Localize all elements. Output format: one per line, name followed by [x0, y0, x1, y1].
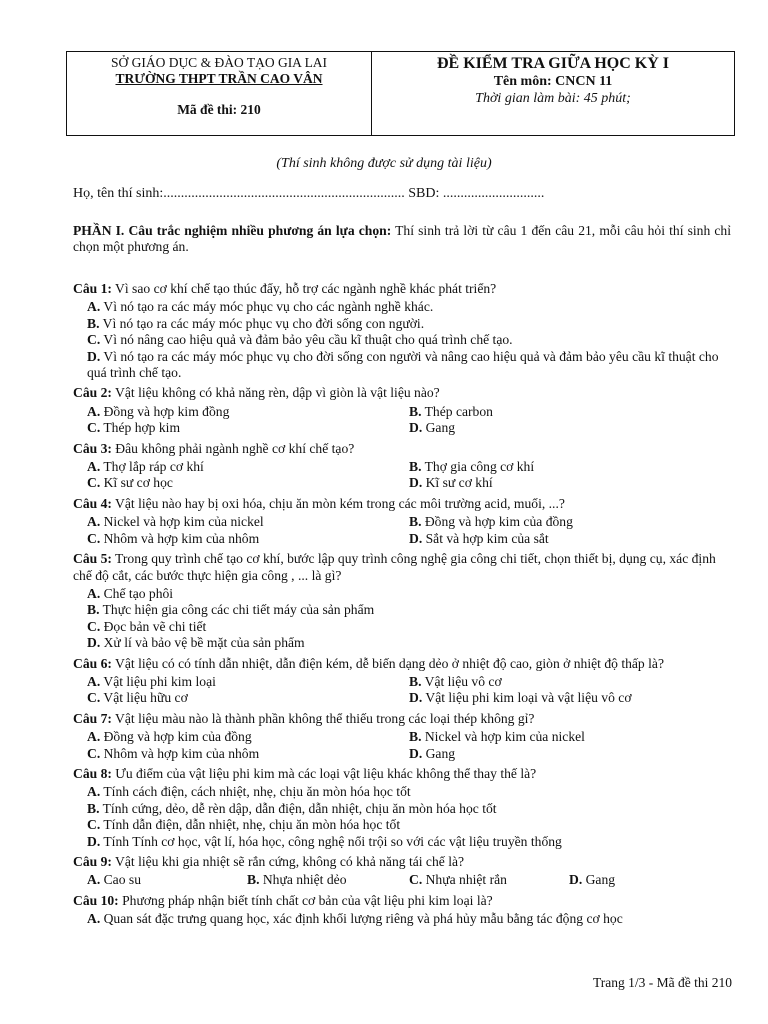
option-text: Nhựa nhiệt rắn [422, 872, 507, 888]
question-number: Câu 2: [73, 385, 112, 401]
exam-header-box [66, 51, 735, 136]
question-text [73, 441, 733, 457]
option-key: D. [409, 530, 423, 546]
question-prompt: Đâu không phải ngành nghề cơ khí chế tạo? [111, 440, 355, 456]
option-text: Đọc bản vẽ chi tiết [100, 618, 207, 634]
answer-options [73, 459, 733, 492]
option-key: B. [409, 514, 422, 530]
question-number: Câu 8: [73, 765, 112, 781]
option-text: Đồng và hợp kim đồng [100, 403, 230, 419]
question-number: Câu 6: [73, 655, 112, 671]
option-text: Nhựa nhiệt dẻo [259, 872, 347, 888]
option-key: B. [247, 872, 260, 888]
department-name: SỞ GIÁO DỤC & ĐÀO TẠO GIA LAI [110, 55, 328, 70]
option-d [569, 872, 689, 888]
option-text: Gang [422, 420, 456, 436]
question-list [73, 281, 733, 932]
option-c [409, 872, 569, 888]
option-key: C. [87, 618, 101, 634]
option-key: D. [409, 420, 423, 436]
question-1 [73, 281, 733, 385]
option-key: C. [87, 332, 101, 348]
option-a [87, 729, 409, 745]
option-text: Tính Tính cơ học, vật lí, hóa học, công nghệ nổi trội so với các vật liệu truyền thống [100, 833, 562, 849]
option-text: Đồng và hợp kim của đồng [421, 514, 573, 530]
option-key: A. [87, 729, 101, 745]
option-text: Đồng và hợp kim của đồng [100, 729, 252, 745]
question-number: Câu 4: [73, 495, 112, 511]
option-text: Xử lí và bảo vệ bề mặt của sản phẩm [100, 635, 305, 651]
question-number: Câu 1: [73, 281, 112, 296]
option-key: B. [409, 403, 422, 419]
option-text: Thép hợp kim [100, 420, 181, 436]
option-key: C. [87, 745, 101, 761]
option-b [247, 872, 409, 888]
question-text [73, 854, 733, 870]
option-text: Vật liệu hữu cơ [100, 690, 188, 706]
page-footer: Trang 1/3 - Mã đề thi 210 [593, 975, 732, 990]
option-key: D. [409, 475, 423, 491]
question-text [73, 893, 733, 909]
option-b [409, 729, 729, 745]
option-text: Tính dẫn điện, dẫn nhiệt, nhẹ, chịu ăn mòn hóa học tốt [100, 817, 401, 833]
option-key: C. [87, 817, 101, 833]
question-number: Câu 5: [73, 551, 112, 567]
option-key: A. [87, 459, 101, 475]
option-text: Nhôm và hợp kim của nhôm [100, 745, 260, 761]
option-a [73, 299, 733, 315]
question-number: Câu 7: [73, 710, 112, 726]
option-d [73, 349, 733, 382]
question-5 [73, 551, 733, 655]
answer-options [73, 784, 733, 850]
part1-title: PHẦN I. Câu trắc nghiệm nhiều phương án lựa chọn: [73, 223, 392, 238]
subject-name: Tên môn: CNCN 11 [493, 74, 613, 89]
option-a [87, 404, 409, 420]
question-prompt: Vật liệu có có tính dẫn nhiệt, dẫn điện kém, dễ biến dạng dẻo ở nhiệt độ cao, giòn ở nhiệt độ thấp là? [111, 655, 664, 671]
option-key: A. [87, 673, 101, 689]
option-c [73, 817, 733, 833]
option-d [73, 635, 733, 651]
option-text: Tính cách điện, cách nhiệt, nhẹ, chịu ăn mòn hóa học tốt [100, 784, 411, 800]
option-d [409, 531, 729, 547]
option-b [409, 404, 729, 420]
question-prompt: Phương pháp nhận biết tính chất cơ bản của vật liệu phi kim loại là? [118, 892, 493, 908]
option-text: Nickel và hợp kim của nickel [100, 514, 264, 530]
question-text [73, 656, 733, 672]
option-a [87, 514, 409, 530]
option-key: D. [87, 348, 101, 364]
option-key: C. [409, 872, 423, 888]
question-text [73, 711, 733, 727]
exam-duration: Thời gian làm bài: 45 phút; [475, 91, 631, 106]
option-b [409, 514, 729, 530]
option-d [409, 746, 729, 762]
option-d [409, 475, 729, 491]
option-text: Tính cứng, dẻo, dễ rèn dập, dẫn điện, dẫn nhiệt, chịu ăn mòn hóa học tốt [99, 800, 497, 816]
option-key: C. [87, 420, 101, 436]
option-key: C. [87, 475, 101, 491]
question-number: Câu 9: [73, 854, 112, 869]
exam-info [372, 52, 734, 135]
option-key: A. [87, 911, 101, 927]
option-key: D. [87, 635, 101, 651]
question-10 [73, 893, 733, 932]
option-key: A. [87, 299, 101, 315]
part1-instruction: Thí sinh trả lời từ câu 1 đến câu 21, mỗi câu hỏi thí sinh chỉ chọn một phương án. [73, 223, 731, 255]
option-key: B. [409, 673, 422, 689]
option-key: B. [87, 315, 100, 331]
exam-title: ĐỀ KIỂM TRA GIỮA HỌC KỲ I [436, 55, 670, 72]
question-7 [73, 711, 733, 766]
option-key: C. [87, 530, 101, 546]
no-materials-note: (Thí sinh không được sử dụng tài liệu) [276, 156, 492, 171]
option-key: B. [409, 729, 422, 745]
option-text: Chế tạo phôi [100, 585, 174, 601]
option-text: Cao su [100, 872, 141, 888]
question-prompt: Vật liệu màu nào là thành phần không thể thiếu trong các loại thép không gỉ? [111, 710, 535, 726]
option-key: B. [409, 459, 422, 475]
answer-options [73, 911, 733, 927]
question-prompt: Ưu điểm của vật liệu phi kim mà các loại vật liệu khác không thể thay thế là? [111, 765, 537, 781]
answer-options [73, 404, 733, 437]
option-text: Thép carbon [421, 403, 493, 419]
question-9 [73, 854, 733, 893]
option-b [73, 602, 733, 618]
option-text: Sắt và hợp kim của sắt [422, 530, 549, 546]
option-key: B. [87, 800, 100, 816]
option-a [73, 586, 733, 602]
option-c [87, 420, 409, 436]
question-prompt: Vật liệu nào hay bị oxi hóa, chịu ăn mòn kém trong các môi trường acid, muối, ...? [111, 495, 565, 511]
school-name: TRƯỜNG THPT TRẦN CAO VÂN [115, 71, 323, 86]
option-text: Nickel và hợp kim của nickel [421, 729, 585, 745]
option-key: A. [87, 403, 101, 419]
option-text: Vật liệu phi kim loại và vật liệu vô cơ [422, 690, 632, 706]
answer-options [73, 586, 733, 652]
option-text: Kĩ sư cơ học [100, 475, 173, 491]
option-c [87, 531, 409, 547]
option-text: Thợ gia công cơ khí [421, 459, 535, 475]
option-b [409, 674, 729, 690]
option-key: B. [87, 602, 100, 618]
option-c [73, 619, 733, 635]
option-text: Thực hiện gia công các chi tiết máy của sản phẩm [99, 602, 375, 618]
question-prompt: Trong quy trình chế tạo cơ khí, bước lập quy trình công nghệ gia công chi tiết, chọn thiết bị, dụng cụ, xác định chế độ cắt, các bước thực hiện gia công , ... là gì? [73, 551, 716, 583]
question-text [73, 281, 733, 297]
question-text [73, 551, 733, 584]
exam-code: Mã đề thi: 210 [177, 102, 261, 117]
option-b [73, 316, 733, 332]
option-text: Vì nó tạo ra các máy móc phục vụ cho đời sống con người và nâng cao hiệu quả và đảm bảo yêu cầu kĩ thuật cho quá trình chế tạo. [87, 348, 719, 381]
option-d [73, 834, 733, 850]
answer-options [73, 514, 733, 547]
option-b [73, 801, 733, 817]
school-info [67, 52, 372, 135]
option-text: Vì nó tạo ra các máy móc phục vụ cho đời sống con người. [99, 315, 425, 331]
option-a [87, 674, 409, 690]
question-6 [73, 656, 733, 711]
answer-options [73, 299, 733, 381]
option-a [87, 872, 247, 888]
question-text [73, 496, 733, 512]
option-key: C. [87, 690, 101, 706]
option-key: D. [569, 872, 583, 888]
question-text [73, 766, 733, 782]
option-key: A. [87, 784, 101, 800]
option-c [73, 332, 733, 348]
option-a [73, 911, 733, 927]
question-prompt: Vì sao cơ khí chế tạo thúc đẩy, hỗ trợ các ngành nghề khác phát triển? [111, 281, 497, 296]
question-prompt: Vật liệu không có khả năng rèn, dập vì giòn là vật liệu nào? [111, 385, 440, 401]
question-4 [73, 496, 733, 551]
question-3 [73, 441, 733, 496]
option-a [87, 459, 409, 475]
option-text: Kĩ sư cơ khí [422, 475, 493, 491]
part1-heading [73, 223, 731, 256]
option-c [87, 475, 409, 491]
option-key: D. [87, 833, 101, 849]
option-a [73, 784, 733, 800]
option-text: Nhôm và hợp kim của nhôm [100, 530, 260, 546]
candidate-info-line: Họ, tên thí sinh:..................................................................... SBD: ............................. [73, 186, 545, 201]
option-text: Thợ lắp ráp cơ khí [100, 459, 204, 475]
question-text [73, 385, 733, 401]
option-key: A. [87, 514, 101, 530]
answer-options [73, 729, 733, 762]
option-text: Vì nó nâng cao hiệu quả và đảm bảo yêu cầu kĩ thuật cho quá trình chế tạo. [100, 332, 513, 348]
option-text: Gang [582, 872, 616, 888]
option-c [87, 746, 409, 762]
option-text: Vì nó tạo ra các máy móc phục vụ cho các ngành nghề khác. [100, 299, 434, 315]
option-key: D. [409, 745, 423, 761]
option-text: Gang [422, 745, 456, 761]
answer-options [73, 674, 733, 707]
question-number: Câu 3: [73, 440, 112, 456]
question-2 [73, 385, 733, 440]
question-8 [73, 766, 733, 854]
answer-options [73, 872, 733, 888]
option-c [87, 690, 409, 706]
option-key: D. [409, 690, 423, 706]
option-d [409, 690, 729, 706]
option-key: A. [87, 872, 101, 888]
option-key: A. [87, 585, 101, 601]
option-text: Vật liệu phi kim loại [100, 673, 216, 689]
option-b [409, 459, 729, 475]
option-text: Vật liệu vô cơ [421, 673, 502, 689]
question-spacer [73, 928, 733, 932]
option-text: Quan sát đặc trưng quang học, xác định khối lượng riêng và phá hủy mẫu bằng tác động cơ học [100, 911, 623, 927]
question-number: Câu 10: [73, 892, 119, 908]
option-d [409, 420, 729, 436]
question-prompt: Vật liệu khi gia nhiệt sẽ rắn cứng, không có khả năng tái chế là? [111, 854, 465, 869]
